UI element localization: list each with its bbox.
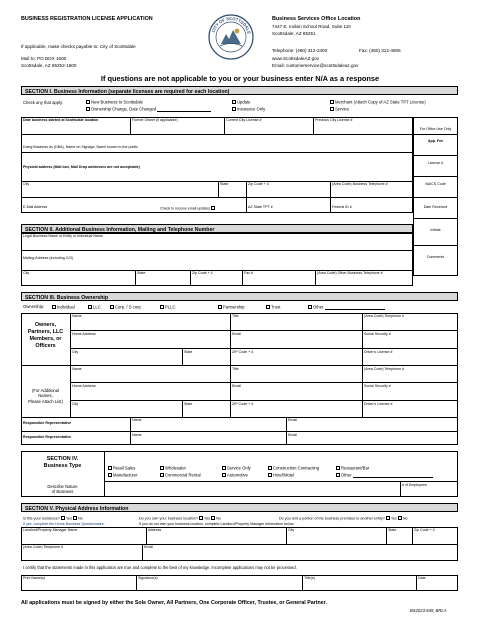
office-fax: Fax: (480) 312-4806 xyxy=(359,48,401,53)
rep2-email-label: Email xyxy=(288,433,297,437)
checkbox[interactable] xyxy=(61,516,65,520)
owner2-home-address-label: Home Address xyxy=(72,384,96,388)
owner1-home-address-label: Home Address xyxy=(72,332,96,336)
checkbox[interactable] xyxy=(160,305,164,309)
q-rent-portion: Do you rent a portion of the business premises to another entity? Yes No xyxy=(279,516,408,521)
owner2-state-label: State xyxy=(184,402,193,406)
landlord-address-label: Address xyxy=(148,528,162,532)
dba-label: Doing Business As (DBA), Name on Signage, Name known to the public xyxy=(23,145,138,149)
checkbox[interactable] xyxy=(88,305,92,309)
checkbox[interactable] xyxy=(222,473,226,477)
s2-city-label: City xyxy=(23,271,30,275)
checkbox[interactable] xyxy=(86,107,90,111)
comments-label: Comments xyxy=(426,255,445,259)
notice: If questions are not applicable to you or your business enter N/A as a response xyxy=(100,74,380,83)
checkbox[interactable] xyxy=(108,473,112,477)
owner2-phone-label: (Area Code) Telephone # xyxy=(364,367,405,371)
landlord-state-label: State xyxy=(388,528,397,532)
type-hotel[interactable]: Hotel/Motel xyxy=(268,473,294,478)
ownership-individual[interactable]: Individual xyxy=(52,305,75,310)
checkbox[interactable] xyxy=(73,516,77,520)
section-5-heading: SECTION V. Physical Address Information xyxy=(21,503,458,512)
responsible-rep-1-label: Responsible Representative xyxy=(23,421,72,425)
s2-state-label: State xyxy=(137,271,146,275)
office-address-2: Scottsdale, AZ 85251 xyxy=(272,31,316,36)
owner1-name-label: Name xyxy=(72,314,82,318)
date-label: Date xyxy=(418,576,426,580)
checkbox[interactable] xyxy=(211,206,215,210)
opt-update[interactable]: Update xyxy=(232,100,251,105)
rep1-name-label: Name xyxy=(132,418,142,422)
q-residence: Is this your residence? Yes No xyxy=(23,516,83,521)
landlord-email-label: Email xyxy=(144,545,153,549)
type-retail[interactable]: Retail Sales xyxy=(108,466,135,471)
state-label: State xyxy=(220,182,229,186)
landlord-zip-label: Zip Code + 4 xyxy=(414,528,435,532)
owner1-ssn-label: Social Security # xyxy=(364,332,391,336)
section-2-grid xyxy=(21,233,413,286)
ownership-label: Ownership: xyxy=(23,304,45,309)
email-updates-option[interactable]: Check to receive email updates xyxy=(160,206,216,211)
zip-label: Zip Code + 4 xyxy=(248,182,269,186)
ownership-pllc[interactable]: PLLC xyxy=(160,305,175,310)
office-title: Business Services Office Location xyxy=(272,16,361,22)
landlord-phone-label: (Area Code) Telephone # xyxy=(23,545,64,549)
checkbox[interactable] xyxy=(160,466,164,470)
owners-label: Owners, Partners, LLC Members, or Officers xyxy=(27,322,64,350)
check-label: Check any that apply: xyxy=(23,100,64,105)
owner2-name-label: Name xyxy=(72,367,82,371)
type-restaurant[interactable]: Restaurant/Bar xyxy=(336,466,369,471)
rep1-email-label: Email xyxy=(288,418,297,422)
owner1-email-label: Email xyxy=(232,332,241,336)
svg-text:CITY OF SCOTTSDALE: CITY OF SCOTTSDALE xyxy=(210,15,252,35)
responsible-rep-2-label: Responsible Representative xyxy=(23,435,72,439)
signature-label: Signature(s) xyxy=(138,576,158,580)
employees-label: # of Employees xyxy=(402,483,427,487)
additional-names-label: (For Additional Names, Please Attach List) xyxy=(28,388,63,404)
section-3-heading: SECTION III. Business Ownership xyxy=(21,292,458,301)
type-commercial-rental[interactable]: Commercial Rental xyxy=(160,473,201,478)
checkbox[interactable] xyxy=(336,466,340,470)
checkbox[interactable] xyxy=(266,305,270,309)
print-name-label: Print Name(s) xyxy=(23,576,46,580)
legal-name-label: Legal Business Name of Entity or Individual Name xyxy=(23,234,103,238)
home-business-note[interactable]: If yes, complete the Home Business Questionnaire. xyxy=(23,522,105,526)
owner2-dl-label: Driver's License # xyxy=(364,402,393,406)
type-construction[interactable]: Construction Contracting xyxy=(268,466,319,471)
checkbox[interactable] xyxy=(86,100,90,104)
former-owner-label: Former Owner (if applicable) xyxy=(132,118,178,122)
owner1-zip-label: ZIP Code + 4 xyxy=(232,350,254,354)
checkbox[interactable] xyxy=(160,473,164,477)
checkbox[interactable] xyxy=(199,516,203,520)
federal-id-label: Federal ID # xyxy=(332,205,352,209)
current-license-label: Current City License # xyxy=(226,118,262,122)
landlord-note: If you do not own your business location, complete Landlord/Property Manager information below. xyxy=(139,522,295,526)
mail-line-1: Mail to: PO BOX 1600 xyxy=(21,56,67,61)
checkbox[interactable] xyxy=(336,473,340,477)
type-manufacturer[interactable]: Manufacturer xyxy=(108,473,138,478)
checkbox[interactable] xyxy=(232,100,236,104)
app-fee-label: App. Fee xyxy=(427,139,444,143)
mailing-address-label: Mailing Address (including C/O) xyxy=(23,256,74,260)
section-2-heading: SECTION II. Additional Business Information, Mailing and Telephone Number xyxy=(21,224,413,233)
owner2-zip-label: ZIP Code + 4 xyxy=(232,402,254,406)
rep2-name-label: Name xyxy=(132,433,142,437)
s2-zip-label: Zip Code + 4 xyxy=(192,271,213,275)
form-title: BUSINESS REGISTRATION LICENSE APPLICATION xyxy=(21,16,153,22)
owner2-ssn-label: Social Security # xyxy=(364,384,391,388)
ownership-llc[interactable]: LLC xyxy=(88,305,101,310)
checkbox[interactable] xyxy=(52,305,56,309)
checkbox[interactable] xyxy=(386,516,390,520)
checkbox[interactable] xyxy=(330,100,334,104)
opt-service[interactable]: Service xyxy=(330,107,349,112)
ownership-other[interactable]: Other xyxy=(308,305,385,310)
q-own-location: Do you own your business location? Yes No xyxy=(139,516,221,521)
owner2-email-label: Email xyxy=(232,384,241,388)
naics-label: NAICS Code xyxy=(425,182,446,186)
office-address-1: 7447 E. Indian School Road, Suite 110 xyxy=(272,24,351,29)
checkbox[interactable] xyxy=(330,107,334,111)
checkbox[interactable] xyxy=(268,466,272,470)
ownership-partnership[interactable]: Partnership xyxy=(218,305,244,310)
owner1-phone-label: (Area Code) Telephone # xyxy=(364,314,405,318)
type-automotive[interactable]: Automotive xyxy=(222,473,248,478)
owner1-title-label: Title xyxy=(232,314,239,318)
owner1-dl-label: Driver's License # xyxy=(364,350,393,354)
office-email[interactable]: Email: customerservice@scottsdaleaz.gov xyxy=(272,63,359,68)
checkbox[interactable] xyxy=(218,305,222,309)
opt-insurance-only[interactable]: Insurance Only xyxy=(232,107,265,112)
describe-nature-label: Describe Nature of Business xyxy=(47,484,78,495)
mail-line-2: Scottsdale, AZ 85252-1600 xyxy=(21,63,77,68)
opt-merchant[interactable]: Merchant (Attach Copy of AZ State TPT License) xyxy=(330,100,426,105)
city-seal-logo xyxy=(208,14,254,60)
ownership-trust[interactable]: Trust xyxy=(266,305,280,310)
opt-new-business[interactable]: New Business to Scottsdale xyxy=(86,100,143,105)
initials-label: Initials xyxy=(430,228,441,232)
checkbox[interactable] xyxy=(222,466,226,470)
previous-license-label: Previous City License # xyxy=(315,118,353,122)
office-use-title: For Office Use Only xyxy=(419,127,452,131)
s2-other-phone-label: (Area Code) Other Business Telephone # xyxy=(317,271,383,275)
owner2-city-label: City xyxy=(72,402,79,406)
s2-fax-label: Fax # xyxy=(244,271,253,275)
physical-address-label: Physical address (Mail box, Mail Drop addresses are not acceptable) xyxy=(23,165,140,169)
type-wholesaler[interactable]: Wholesaler xyxy=(160,466,186,471)
landlord-name-label: Landlord/Property Manager Name xyxy=(23,528,78,532)
office-website[interactable]: www.ScottsdaleAZ.gov xyxy=(272,56,319,61)
ownership-corp[interactable]: Corp. / S corp xyxy=(110,305,141,310)
business-phone-label: (Area Code) Business Telephone # xyxy=(332,182,388,186)
checkbox[interactable] xyxy=(110,305,114,309)
section-4-heading: SECTION IV. Business Type xyxy=(43,456,82,470)
signature-grid xyxy=(21,575,458,591)
date-started-label: Date business started at Scottsdale location xyxy=(23,118,99,122)
checkbox[interactable] xyxy=(268,473,272,477)
form-code: BS2023-849_BRLA xyxy=(410,608,447,613)
section-1-heading: SECTION I. Business Information (separate licenses are required for each location) xyxy=(21,86,458,95)
checkbox[interactable] xyxy=(232,107,236,111)
signature-requirement-note: All applications must be signed by either the Sole Owner, All Partners, One Corporate Officer, Trustee, or General Partner. xyxy=(21,600,327,606)
landlord-city-label: City xyxy=(288,528,295,532)
owner2-title-label: Title xyxy=(232,367,239,371)
payable-note: If applicable, make checks payable to: City of Scottsdale xyxy=(21,44,136,49)
titles-label: Title(s) xyxy=(304,576,315,580)
city-label: City xyxy=(23,182,30,186)
tpt-label: AZ State TPT # xyxy=(248,205,273,209)
opt-ownership-change[interactable]: Ownership Change, Date Changed xyxy=(86,107,211,112)
certification-statement: I certify that the statements made in this application are true and complete to the best of my knowledge. Incomplete applications may not be processed. xyxy=(23,565,297,570)
date-received-label: Date Received xyxy=(423,205,448,209)
office-telephone: Telephone: (480) 312-2400 xyxy=(272,48,328,53)
type-service-only[interactable]: Service Only xyxy=(222,466,251,471)
checkbox[interactable] xyxy=(108,466,112,470)
owner1-city-label: City xyxy=(72,350,79,354)
email-label: E-Mail Address xyxy=(23,205,48,209)
checkbox[interactable] xyxy=(308,305,312,309)
license-number-label: License # xyxy=(427,161,444,165)
checkbox[interactable] xyxy=(211,516,215,520)
owner1-state-label: State xyxy=(184,350,193,354)
checkbox[interactable] xyxy=(398,516,402,520)
type-other[interactable]: Other xyxy=(336,473,433,478)
